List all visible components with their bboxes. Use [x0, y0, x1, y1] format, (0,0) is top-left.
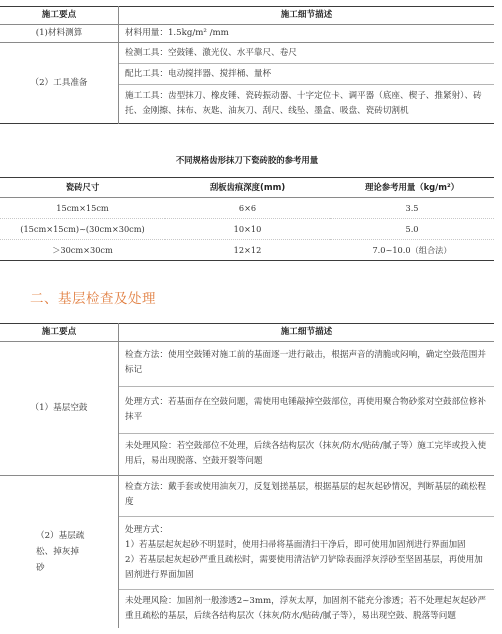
table3-point-loose-label: （2）基层疏松、掉灰掉砂: [36, 531, 85, 573]
table-row: [0, 198, 494, 219]
table2-header-size: 瓷砖尺寸: [0, 178, 165, 198]
table-row: [0, 219, 494, 240]
table2-cell: (15cm×15cm)~(30cm×30cm): [0, 219, 165, 240]
table1-detail-mixing-tools: 配比工具：电动搅拌器、搅拌桶、量杯: [119, 64, 494, 85]
table3-detail-hollow-check: 检查方法：使用空鼓锤对施工前的基面逐一进行敲击，根据声音的清脆或闷响，确定空鼓范围并标记: [119, 342, 494, 387]
table2-cell: 3.5: [330, 198, 494, 219]
adhesive-usage-table: [0, 177, 494, 261]
table3-detail-hollow-risk: 未处理风险：若空鼓部位不处理，后续各结构层次（抹灰/防水/贴砖/腻子等）施工完毕或投入使用后，易出现脱落、空鼓开裂等问题: [125, 441, 487, 466]
table2-cell: 15cm×15cm: [0, 198, 165, 219]
table2-cell: ＞30cm×30cm: [0, 240, 165, 261]
table2-cell: 6×6: [165, 198, 330, 219]
table-row: [0, 43, 494, 124]
table2-header-usage: 理论参考用量（kg/m²）: [330, 178, 494, 198]
table3-detail-loose-check: 检查方法：戴手套或使用油灰刀，反复划搓基层，根据基层的起灰起砂情况，判断基层的疏松程度: [119, 476, 494, 517]
substrate-inspection-table: [0, 323, 494, 628]
table2-header-depth: 刮板齿痕深度(mm): [165, 178, 330, 198]
table-row: [0, 240, 494, 261]
table2-cell: 7.0~10.0（组合法）: [330, 240, 494, 261]
table3-header-point: 施工要点: [0, 324, 119, 342]
table1-detail-construction-tools: 施工工具：齿型抹刀、橡皮锤、瓷砖振动器、十字定位卡、调平器（底座、楔子、推紧射）、砖托、金刚擦、抹布、灰匙、油灰刀、刮尺、线坠、墨盒、吸盘、瓷砖切割机: [125, 91, 482, 117]
table3-detail-loose-risk: 未处理风险：加固剂一般渗透2~3mm，浮灰太厚，加固剂不能充分渗透；若不处理起灰起砂严重且疏松的基层，后续各结构层次（抹灰/防水/贴砖/腻子等），易出现空鼓、脱落等问题: [125, 596, 486, 621]
table1-detail-material: 材料用量：1.5kg/m² /mm: [125, 28, 229, 38]
table3-detail-hollow-treat: 处理方式：若基面存在空鼓问题，需使用电锤敲掉空鼓部位，再使用聚合物砂浆对空鼓部位修补抹平: [119, 387, 494, 434]
table-row: [0, 25, 494, 43]
table2-cell: 5.0: [330, 219, 494, 240]
table3-point-loose: [0, 476, 119, 629]
section-heading: 二、基层检查及处理: [30, 291, 156, 307]
table1-detail-inspection-tools: 检测工具：空鼓锤、激光仪、水平靠尺、卷尺: [119, 43, 494, 64]
table1-header-point: 施工要点: [0, 7, 119, 25]
table3-detail-loose-treat: 处理方式： 1）若基层起灰起砂不明显时，使用扫帚将基面清扫干净后，即可使用加固剂进行界面加固 2）若基层起灰起砂严重且疏松时，需要使用清洁铲刀铲除表面浮灰浮砂至坚固基层，再使用加固剂进行界面加固: [119, 517, 494, 590]
table1-point-tools: （2）工具准备: [0, 43, 119, 124]
table2-cell: 10×10: [165, 219, 330, 240]
table-row: [0, 476, 494, 629]
table1-header-details: 施工细节描述: [119, 7, 495, 25]
table2-cell: 12×12: [165, 240, 330, 261]
table-row: [0, 342, 494, 476]
table3-point-hollow: （1）基层空鼓: [0, 342, 119, 476]
construction-table-materials-tools: [0, 6, 494, 124]
table1-point-material: (1)材料测算: [0, 25, 119, 43]
table3-header-details: 施工细节描述: [119, 324, 495, 342]
table2-title: 不同规格齿形抹刀下瓷砖胶的参考用量: [175, 155, 319, 165]
